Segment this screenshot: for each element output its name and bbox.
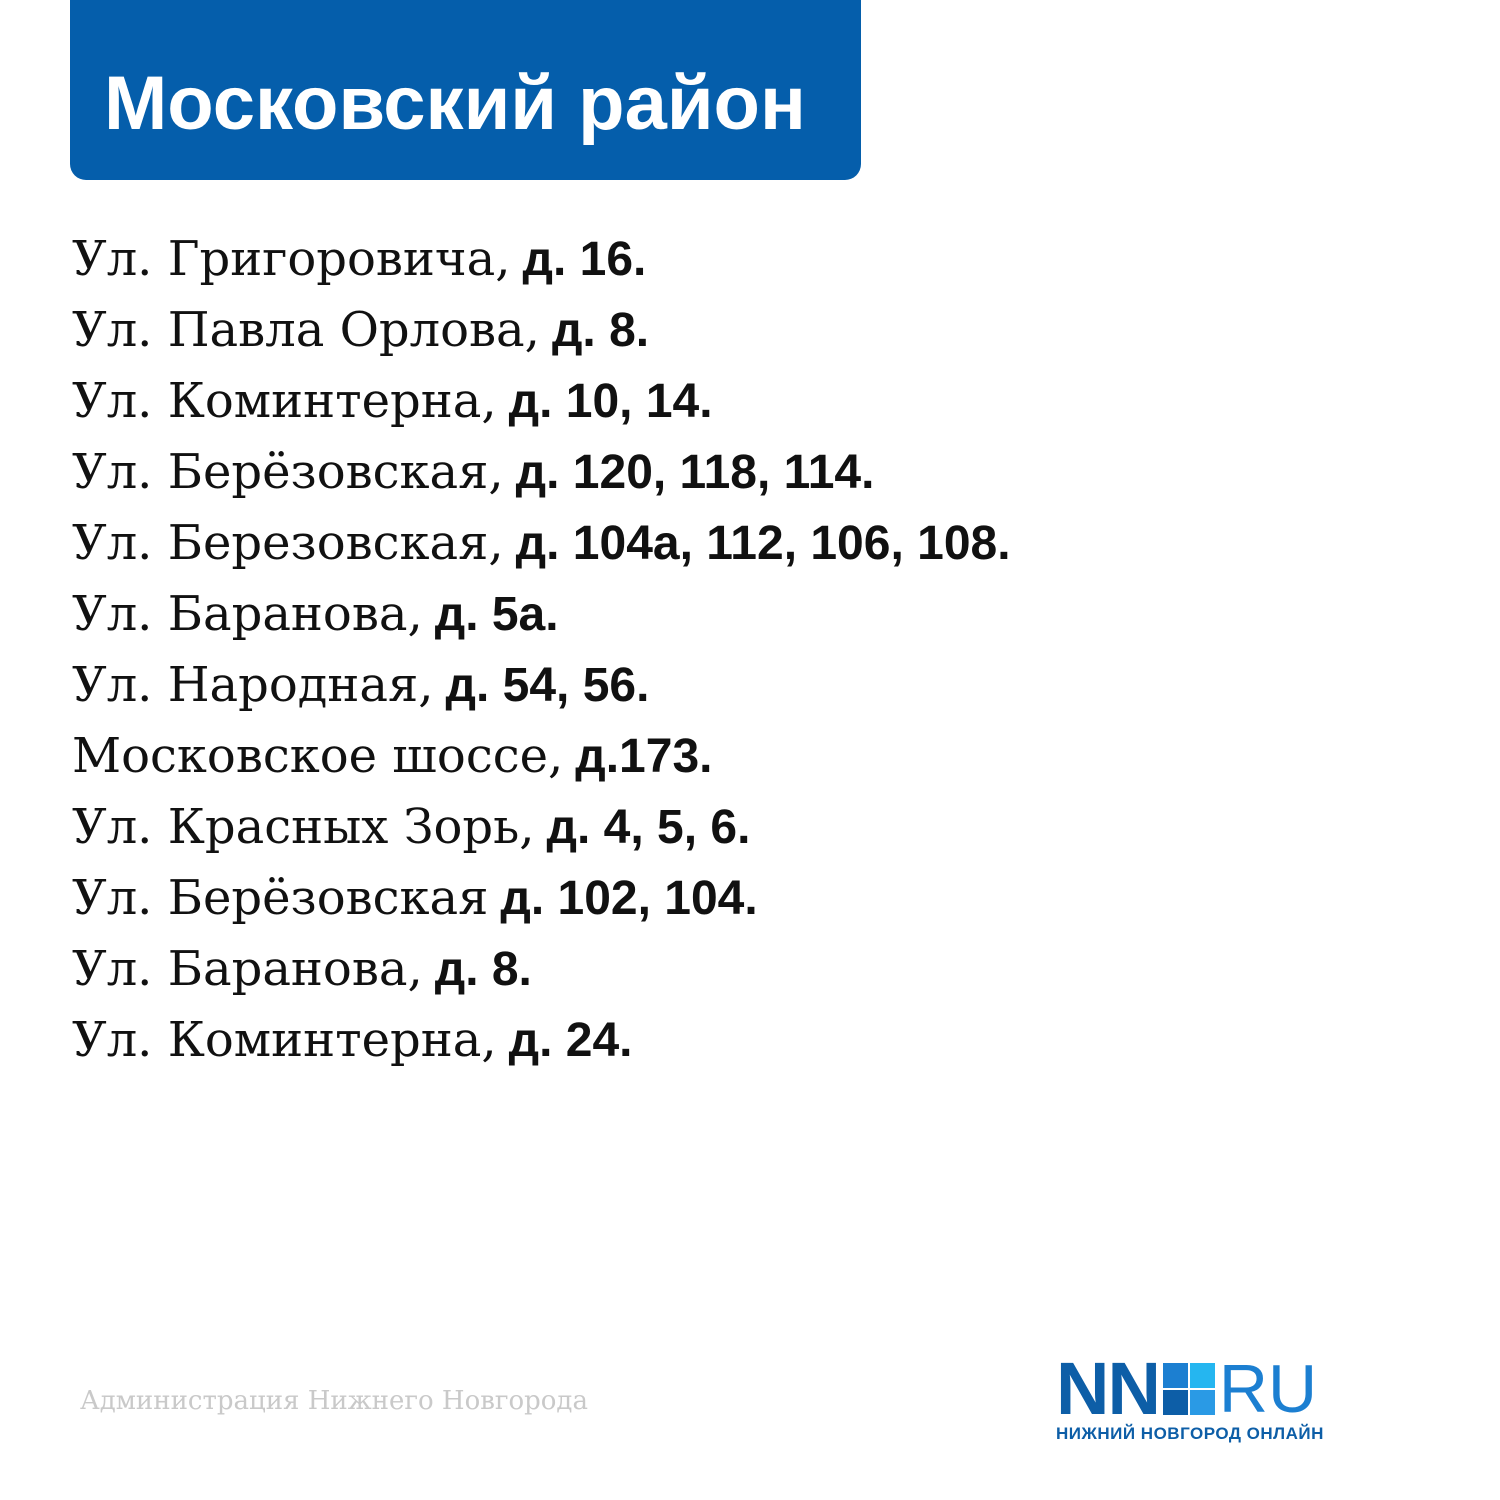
list-item bbox=[72, 437, 1011, 508]
street-name: Ул. Народная, bbox=[72, 657, 434, 713]
street-name: Ул. Коминтерна, bbox=[72, 1012, 497, 1068]
house-numbers: д. 102, 104. bbox=[500, 872, 758, 925]
house-numbers: д. 16. bbox=[522, 233, 647, 286]
list-item bbox=[72, 366, 1011, 437]
nn-ru-logo bbox=[1056, 1347, 1366, 1446]
house-numbers: д. 4, 5, 6. bbox=[546, 801, 751, 854]
house-numbers: д. 104а, 112, 106, 108. bbox=[515, 517, 1011, 570]
list-item bbox=[72, 508, 1011, 579]
list-item bbox=[72, 224, 1011, 295]
street-name: Ул. Баранова, bbox=[72, 941, 423, 997]
logo-tagline: НИЖНИЙ НОВГОРОД ОНЛАЙН bbox=[1056, 1424, 1324, 1443]
list-item bbox=[72, 1005, 1011, 1076]
list-item bbox=[72, 579, 1011, 650]
house-numbers: д. 24. bbox=[508, 1014, 633, 1067]
street-name: Ул. Красных Зорь, bbox=[72, 799, 535, 855]
address-list bbox=[72, 224, 1011, 1076]
list-item bbox=[72, 934, 1011, 1005]
district-header bbox=[70, 0, 861, 180]
logo-brand-left: NN bbox=[1056, 1347, 1159, 1430]
house-numbers: д. 5а. bbox=[434, 588, 559, 641]
logo-brand-right: RU bbox=[1218, 1351, 1318, 1427]
list-item bbox=[72, 721, 1011, 792]
list-item bbox=[72, 792, 1011, 863]
house-numbers: д. 120, 118, 114. bbox=[515, 446, 875, 499]
house-numbers: д.173. bbox=[575, 730, 713, 783]
street-name: Московское шоссе, bbox=[72, 728, 564, 784]
house-numbers: д. 8. bbox=[434, 943, 532, 996]
house-numbers: д. 54, 56. bbox=[445, 659, 650, 712]
house-numbers: д. 8. bbox=[551, 304, 650, 357]
street-name: Ул. Коминтерна, bbox=[72, 373, 497, 429]
street-name: Ул. Берёзовская bbox=[72, 870, 489, 926]
source-credit: Администрация Нижнего Новгорода bbox=[80, 1386, 588, 1416]
street-name: Ул. Григоровича, bbox=[72, 231, 511, 287]
page-title: Московский район bbox=[104, 61, 806, 146]
street-name: Ул. Павла Орлова, bbox=[72, 302, 540, 358]
street-name: Ул. Баранова, bbox=[72, 586, 423, 642]
logo-squares-icon bbox=[1163, 1363, 1215, 1415]
logo-mark bbox=[1056, 1347, 1366, 1430]
street-name: Ул. Березовская, bbox=[72, 515, 504, 571]
street-name: Ул. Берёзовская, bbox=[72, 444, 504, 500]
list-item bbox=[72, 295, 1011, 366]
house-numbers: д. 10, 14. bbox=[508, 375, 713, 428]
list-item bbox=[72, 863, 1011, 934]
list-item bbox=[72, 650, 1011, 721]
